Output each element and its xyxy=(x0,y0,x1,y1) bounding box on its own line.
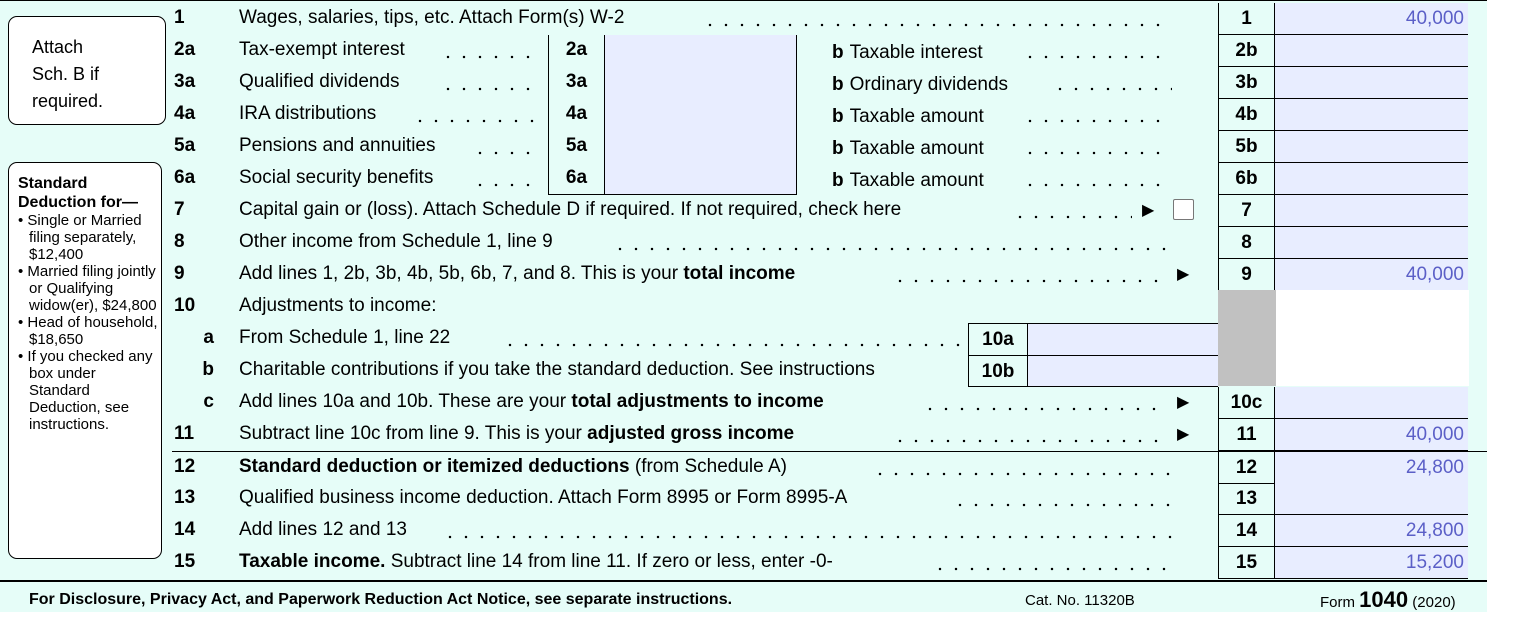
form-identifier: Form 1040 (2020) xyxy=(1320,587,1456,612)
line-box: 12 xyxy=(1218,452,1275,484)
leader-dots xyxy=(412,119,540,123)
leader-dots xyxy=(702,23,1172,27)
line-10b-field[interactable] xyxy=(1028,355,1218,387)
line-4b-amount-field[interactable] xyxy=(1275,99,1468,131)
line-number: 7 xyxy=(174,199,185,220)
line-number: 5a xyxy=(174,135,196,156)
line-box: 3b xyxy=(1218,67,1275,99)
sub-box-label: 4a xyxy=(548,99,605,131)
b-line-label: b Taxable amount xyxy=(832,170,984,191)
line-12-amount-field[interactable]: 24,800 xyxy=(1275,452,1468,484)
leader-dots xyxy=(952,503,1172,507)
leader-dots xyxy=(932,567,1172,571)
leader-dots xyxy=(922,407,1162,411)
line-label: Add lines 1, 2b, 3b, 4b, 5b, 6b, 7, and 8. This is your total income xyxy=(239,263,796,284)
line-number: 3a xyxy=(174,71,196,92)
sub-box-label: 2a xyxy=(548,35,605,67)
line-box: 8 xyxy=(1218,227,1275,259)
line-5a-field[interactable] xyxy=(605,131,797,163)
line-4a-field[interactable] xyxy=(605,99,797,131)
leader-dots xyxy=(1022,55,1172,59)
line-label: From Schedule 1, line 22 xyxy=(239,327,451,348)
line-10a-field[interactable] xyxy=(1028,323,1218,355)
line-2-row xyxy=(172,35,1487,67)
line-12-row xyxy=(172,451,1487,483)
top-border xyxy=(0,0,1487,1)
line-15-amount-field[interactable]: 15,200 xyxy=(1275,547,1468,579)
leader-dots xyxy=(872,472,1172,476)
line-2a-field[interactable] xyxy=(605,35,797,67)
line-label: Standard deduction or itemized deductions (from Schedule A) xyxy=(239,456,787,477)
line-6-row xyxy=(172,163,1487,195)
line-number: 2a xyxy=(174,39,196,60)
line-label: Pensions and annuities xyxy=(239,135,436,156)
line-label: Add lines 10a and 10b. These are your total adjustments to income xyxy=(239,391,824,412)
shaded-block xyxy=(1218,290,1276,386)
line-8-amount-field[interactable] xyxy=(1275,227,1468,259)
line-number: 15 xyxy=(174,551,196,572)
line-13-amount-field[interactable] xyxy=(1275,483,1468,515)
attach-schedule-b-text: Attach Sch. B if required. xyxy=(32,37,104,111)
line-letter: b xyxy=(202,359,214,380)
b-line-label: b Taxable interest xyxy=(832,42,983,63)
line-label: Subtract line 10c from line 9. This is your adjusted gross income xyxy=(239,423,795,444)
line-4-row xyxy=(172,99,1487,131)
leader-dots xyxy=(440,55,540,59)
line-number: 4a xyxy=(174,103,196,124)
catalog-number: Cat. No. 11320B xyxy=(1025,592,1135,609)
standard-deduction-text xyxy=(18,174,160,433)
line-11-row xyxy=(172,419,1487,451)
leader-dots xyxy=(1022,151,1172,155)
line-number: 10 xyxy=(174,295,196,316)
line-number: 6a xyxy=(174,167,196,188)
line-label: Qualified business income deduction. Attach Form 8995 or Form 8995-A xyxy=(239,487,848,508)
line-13-row xyxy=(172,483,1487,515)
line-label: Adjustments to income: xyxy=(239,295,437,316)
line-number: 11 xyxy=(174,423,195,444)
b-line-label: b Ordinary dividends xyxy=(832,74,1009,95)
line-label: Wages, salaries, tips, etc. Attach Form(s) W-2 xyxy=(239,7,625,28)
leader-dots xyxy=(1022,183,1172,187)
line-letter: a xyxy=(203,327,214,348)
b-line-label: b Taxable amount xyxy=(832,106,984,127)
line-label: Add lines 12 and 13 xyxy=(239,519,407,540)
leader-dots xyxy=(892,279,1162,283)
leader-dots xyxy=(1052,87,1172,91)
line-box: 10c xyxy=(1218,387,1275,419)
std-item-head-household: • Head of household, $18,650 xyxy=(18,314,158,348)
leader-dots xyxy=(612,247,1172,251)
line-7-amount-field[interactable] xyxy=(1275,195,1468,227)
line-8-row xyxy=(172,227,1487,259)
arrow-icon: ▶ xyxy=(1142,202,1155,219)
std-item-checked-box: • If you checked any box under Standard Deduction, see instructions. xyxy=(18,348,153,433)
std-item-married-joint: • Married filing jointly or Qualifying widow(er), $24,800 xyxy=(18,263,157,314)
line-9-amount-field[interactable]: 40,000 xyxy=(1275,259,1468,291)
form-footer xyxy=(0,580,1487,612)
privacy-notice: For Disclosure, Privacy Act, and Paperwork Reduction Act Notice, see separate instructions. xyxy=(29,591,733,608)
line-box: 13 xyxy=(1218,483,1275,515)
line-6a-field[interactable] xyxy=(605,163,797,195)
line-number: 9 xyxy=(174,263,185,284)
line-letter: c xyxy=(203,391,214,412)
line-label: Taxable income. Subtract line 14 from line 11. If zero or less, enter -0- xyxy=(239,551,833,572)
arrow-icon: ▶ xyxy=(1177,426,1190,443)
line-label: IRA distributions xyxy=(239,103,377,124)
leader-dots xyxy=(892,439,1162,443)
leader-dots xyxy=(440,87,540,91)
line-number: 1 xyxy=(174,7,185,28)
line-box: 1 xyxy=(1218,3,1275,35)
line-9-row xyxy=(172,259,1487,291)
line-6b-amount-field[interactable] xyxy=(1275,163,1468,195)
leader-dots xyxy=(442,535,1172,539)
leader-dots xyxy=(502,343,962,347)
b-line-label: b Taxable amount xyxy=(832,138,984,159)
line-number: 8 xyxy=(174,231,185,252)
line-5b-amount-field[interactable] xyxy=(1275,131,1468,163)
line-10c-amount-field[interactable] xyxy=(1275,387,1468,419)
sub-box-label: 10a xyxy=(968,323,1028,355)
line-box: 4b xyxy=(1218,99,1275,131)
leader-dots xyxy=(1012,215,1132,219)
line-box: 11 xyxy=(1218,419,1275,451)
line-box: 9 xyxy=(1218,259,1275,291)
sub-box-label: 6a xyxy=(548,163,605,195)
line-3-row xyxy=(172,67,1487,99)
line-3a-field[interactable] xyxy=(605,67,797,99)
line-3b-amount-field[interactable] xyxy=(1275,67,1468,99)
line-label: Tax-exempt interest xyxy=(239,39,405,60)
line-11-amount-field[interactable]: 40,000 xyxy=(1275,419,1468,451)
line-box: 14 xyxy=(1218,515,1275,547)
line-14-amount-field[interactable]: 24,800 xyxy=(1275,515,1468,547)
line-number: 12 xyxy=(174,456,196,477)
line-7-row xyxy=(172,195,1487,227)
line-label: Social security benefits xyxy=(239,167,434,188)
line-label: Charitable contributions if you take the standard deduction. See instructions xyxy=(239,359,875,380)
line-number: 14 xyxy=(174,519,196,540)
sub-box-label: 5a xyxy=(548,131,605,163)
line-box: 7 xyxy=(1218,195,1275,227)
sub-box-label: 3a xyxy=(548,67,605,99)
line-box: 15 xyxy=(1218,547,1275,579)
line-1-row xyxy=(172,3,1487,35)
leader-dots xyxy=(472,183,540,187)
line-15-row xyxy=(172,547,1487,579)
leader-dots xyxy=(1022,119,1172,123)
line-1-amount-field[interactable]: 40,000 xyxy=(1275,3,1468,35)
line-7-checkbox[interactable] xyxy=(1173,199,1194,220)
line-label: Capital gain or (loss). Attach Schedule D if required. If not required, check here xyxy=(239,199,902,220)
line-number: 13 xyxy=(174,487,196,508)
arrow-icon: ▶ xyxy=(1177,266,1190,283)
line-14-row xyxy=(172,515,1487,547)
line-box: 5b xyxy=(1218,131,1275,163)
blank-block xyxy=(1276,290,1469,386)
line-10c-row xyxy=(172,387,1487,419)
leader-dots xyxy=(472,151,540,155)
standard-deduction-heading: Standard Deduction for— xyxy=(18,175,138,211)
line-5-row xyxy=(172,131,1487,163)
arrow-icon: ▶ xyxy=(1177,394,1190,411)
std-item-single: • Single or Married filing separately, $12,400 xyxy=(18,212,142,263)
line-box: 6b xyxy=(1218,163,1275,195)
line-box: 2b xyxy=(1218,35,1275,67)
line-label: Other income from Schedule 1, line 9 xyxy=(239,231,553,252)
line-2b-amount-field[interactable] xyxy=(1275,35,1468,67)
line-label: Qualified dividends xyxy=(239,71,400,92)
sub-box-label: 10b xyxy=(968,355,1028,387)
